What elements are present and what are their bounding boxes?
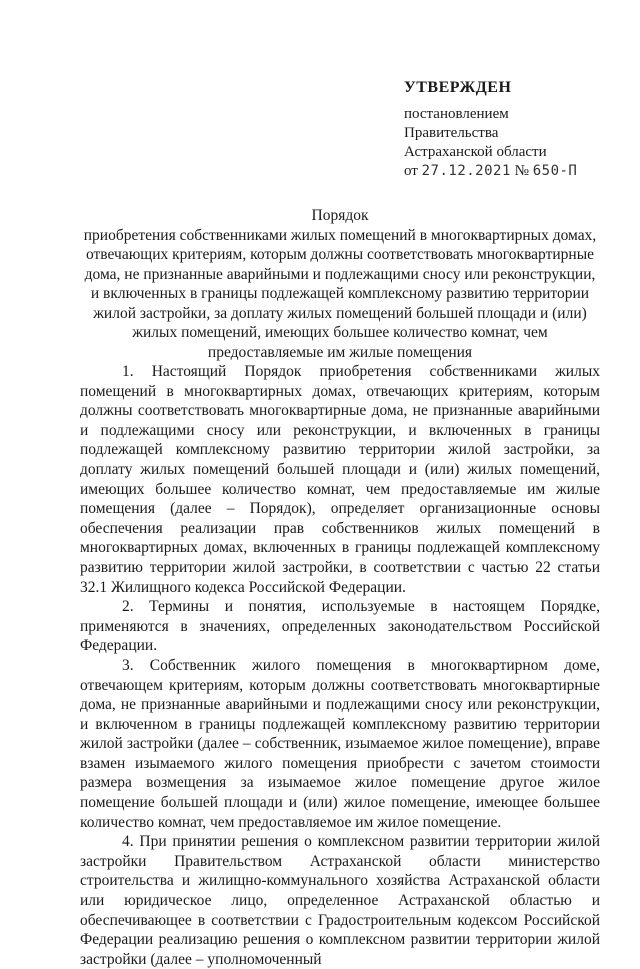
document-subtitle: приобретения собственниками жилых помещений в многоквартирных домах, отвечающих критериям, которым должны соответствовать многоквартирные дома, не признанные аварийными и подлежащими сносу или реконструкции, и включенных в границы подлежащей комплексному развитию территории жилой застройки, за доплату жилых помещений большей площади и (или) жилых помещений, имеющих большее количество комнат, чем предоставляемые им жилые помещения bbox=[83, 226, 597, 361]
paragraph-1: 1. Настоящий Порядок приобретения собственниками жилых помещений в многоквартирных домах, отвечающих критериям, которым должны соответствовать многоквартирные дома, не признанные аварийными и подлежащими сносу или реконструкции, и включенных в границы подлежащей комплексному развитию территории жилой застройки, за доплату жилых помещений большей площади и (или) жилых помещений, имеющих большее количество комнат, чем предоставляемые им жилые помещения (далее – Порядок), определяет организационные основы обеспечения реализации прав собственников жилых помещений в многоквартирных домах, включенных в границы подлежащей комплексному развитию территории жилой застройки, в соответствии с частью 22 статьи 32.1 Жилищного кодекса Российской Федерации. bbox=[80, 363, 600, 596]
document-title: Порядок bbox=[311, 207, 369, 224]
paragraph-2: 2. Термины и понятия, используемые в настоящем Порядке, применяются в значениях, определенных законодательством Российской Федерации. bbox=[80, 598, 600, 655]
document-body bbox=[80, 362, 600, 969]
paragraph-4: 4. При принятии решения о комплексном развитии территории жилой застройки Правительством Астраханской области министерство строительства и жилищно-коммунального хозяйства Астраханской области или юридическое лицо, определенное Астраханской областью и обеспечивающее в соответствии с Градостроительным кодексом Российской Федерации реализацию решения о комплексном развитии территории жилой застройки (далее – уполномоченный bbox=[80, 833, 600, 968]
document-title-block bbox=[80, 206, 600, 362]
approval-stamp-block bbox=[404, 78, 577, 181]
approval-line-3: Астраханской области bbox=[404, 144, 547, 160]
approval-date: 27.12.2021 bbox=[421, 163, 511, 179]
approval-line-1: постановлением bbox=[404, 106, 509, 122]
approval-line-2: Правительства bbox=[404, 125, 499, 141]
approval-heading: УТВЕРЖДЕН bbox=[404, 79, 512, 96]
date-prefix: от bbox=[404, 163, 418, 179]
approval-number: 650-П bbox=[532, 163, 578, 179]
number-sign: № bbox=[514, 163, 529, 179]
paragraph-3: 3. Собственник жилого помещения в многоквартирном доме, отвечающем критериям, которым должны соответствовать многоквартирные дома, не признанные аварийными и подлежащими сносу или реконструкции, и включенном в границы подлежащей комплексному развитию территории жилой застройки (далее – собственник, изымаемое жилое помещение), вправе взамен изымаемого жилого помещения приобрести с зачетом стоимости размера возмещения за изымаемое жилое помещение другое жилое помещение большей площади и (или) жилое помещение, имеющее большее количество комнат, чем предоставляемое им жилое помещение. bbox=[80, 656, 600, 831]
approval-date-line bbox=[404, 162, 577, 181]
